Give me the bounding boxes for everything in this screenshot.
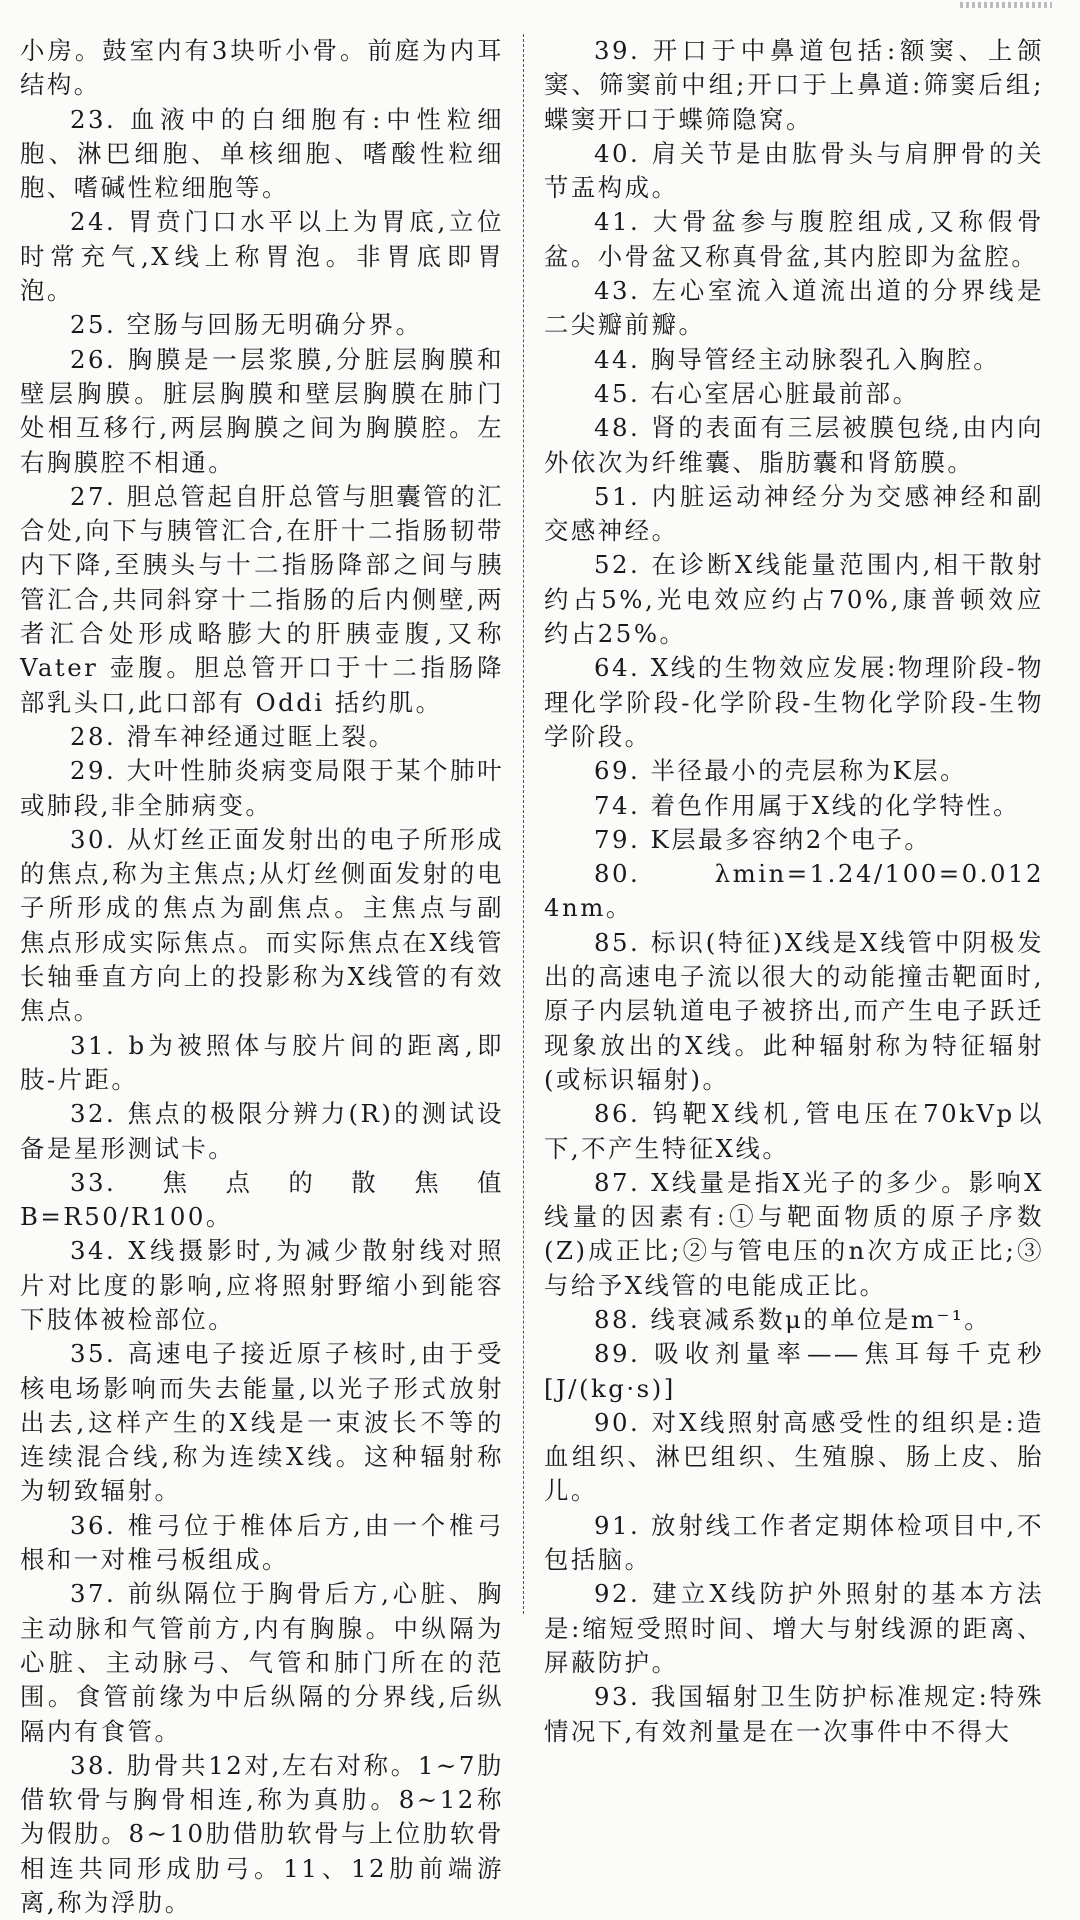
paragraph: 92. 建立X线防护外照射的基本方法是:缩短受照时间、增大与射线源的距离、屏蔽防护。 [544,1579,1044,1677]
paragraph: 37. 前纵隔位于胸骨后方,心脏、胸主动脉和气管前方,内有胸腺。中纵隔为心脏、主动脉弓、气管和肺门所在的范围。食管前缘为中后纵隔的分界线,后纵隔内有食管。 [20,1579,504,1746]
paragraph: 52. 在诊断X线能量范围内,相干散射约占5%,光电效应约占70%,康普顿效应约占25%。 [544,550,1044,649]
paragraph: 33. 焦点的散焦值 B=R50/R100。 [20,1167,504,1232]
paragraph: 30. 从灯丝正面发射出的电子所形成的焦点,称为主焦点;从灯丝侧面发射的电子所形成的焦点为副焦点。主焦点与副焦点形成实际焦点。而实际焦点在X线管长轴垂直方向上的投影称为X线管的有效焦点。 [20,824,504,1026]
paragraph: 23. 血液中的白细胞有:中性粒细胞、淋巴细胞、单核细胞、嗜酸性粒细胞、嗜碱性粒细胞等。 [20,104,504,203]
paragraph: 41. 大骨盆参与腹腔组成,又称假骨盆。小骨盆又称真骨盆,其内腔即为盆腔。 [544,207,1044,271]
paragraph: 74. 着色作用属于X线的化学特性。 [594,790,1021,820]
paragraph: 34. X线摄影时,为减少散射线对照片对比度的影响,应将照射野缩小到能容下肢体被检部位。 [20,1236,504,1334]
paragraph: 25. 空肠与回肠无明确分界。 [70,310,423,340]
paragraph: 64. X线的生物效应发展:物理阶段-物理化学阶段-化学阶段-生物化学阶段-生物学阶段。 [544,653,1044,751]
paragraph: 44. 胸导管经主动脉裂孔入胸腔。 [594,344,1001,374]
paragraph: 85. 标识(特征)X线是X线管中阴极发出的高速电子流以很大的动能撞击靶面时,原子内层轨道电子被挤出,而产生电子跃迁现象放出的X线。此种辐射称为特征辐射(或标识辐射)。 [544,927,1044,1094]
paragraph: 32. 焦点的极限分辨力(R)的测试设备是星形测试卡。 [20,1099,504,1163]
paragraph: 27. 胆总管起自肝总管与胆囊管的汇合处,向下与胰管汇合,在肝十二指肠韧带内下降,至胰头与十二指肠降部之间与胰管汇合,共同斜穿十二指肠的后内侧壁,两者汇合处形成略膨大的肝胰壶腹,又称 Vater 壶腹。胆总管开口于十二指肠降部乳头口,此口部有 Oddi 括约肌。 [20,481,504,717]
paragraph: 小房。鼓室内有3块听小骨。前庭为内耳结构。 [20,36,504,100]
paragraph: 69. 半径最小的壳层称为K层。 [594,756,968,786]
paragraph: 29. 大叶性肺炎病变局限于某个肺叶或肺段,非全肺病变。 [20,756,504,820]
paragraph: 26. 胸膜是一层浆膜,分脏层胸膜和壁层胸膜。脏层胸膜和壁层胸膜在肺门处相互移行,两层胸膜之间为胸膜腔。左右胸膜腔不相通。 [20,344,504,477]
paragraph: 48. 肾的表面有三层被膜包绕,由内向外依次为纤维囊、脂肪囊和肾筋膜。 [544,413,1044,477]
paragraph: 93. 我国辐射卫生防护标准规定:特殊情况下,有效剂量是在一次事件中不得大 [544,1682,1044,1746]
paragraph: 88. 线衰减系数μ的单位是m⁻¹。 [594,1304,992,1334]
paragraph: 28. 滑车神经通过眶上裂。 [70,721,396,751]
paragraph: 86. 钨靶X线机,管电压在70kVp以下,不产生特征X线。 [544,1099,1044,1163]
paragraph: 80. λmin=1.24/100=0.012 4nm。 [544,859,1044,923]
paragraph: 39. 开口于中鼻道包括:额窦、上颌窦、筛窦前中组;开口于上鼻道:筛窦后组;蝶窦开口于蝶筛隐窝。 [544,36,1044,134]
paragraph: 31. b为被照体与胶片间的距离,即肢-片距。 [20,1030,504,1094]
paragraph: 89. 吸收剂量率——焦耳每千克秒[J/(kg·s)] [544,1339,1044,1403]
paragraph: 91. 放射线工作者定期体检项目中,不包括脑。 [544,1510,1044,1575]
paragraph: 87. X线量是指X光子的多少。影响X线量的因素有:①与靶面物质的原子序数(Z)成正比;②与管电压的n次方成正比;③与给予X线管的电能成正比。 [544,1167,1044,1300]
paragraph: 38. 肋骨共12对,左右对称。1~7肋借软骨与胸骨相连,称为真肋。8~12称为假肋。8~10肋借肋软骨与上位肋软骨相连共同形成肋弓。11、12肋前端游离,称为浮肋。 [20,1750,504,1918]
left-column [20,34,504,1920]
paragraph: 24. 胃贲门口水平以上为胃底,立位时常充气,X线上称胃泡。非胃底即胃泡。 [20,207,504,306]
page-corner-mark [960,2,1052,8]
paragraph: 40. 肩关节是由肱骨头与肩胛骨的关节盂构成。 [544,138,1044,203]
paragraph: 36. 椎弓位于椎体后方,由一个椎弓根和一对椎弓板组成。 [20,1510,504,1575]
right-column [544,34,1044,1749]
paragraph: 90. 对X线照射高感受性的组织是:造血组织、淋巴组织、生殖腺、肠上皮、胎儿。 [544,1407,1044,1506]
paragraph: 35. 高速电子接近原子核时,由于受核电场影响而失去能量,以光子形式放射出去,这样产生的X线是一束波长不等的连续混合线,称为连续X线。这种辐射称为轫致辐射。 [20,1339,504,1506]
paragraph: 45. 右心室居心脏最前部。 [594,378,920,408]
paragraph: 43. 左心室流入道流出道的分界线是二尖瓣前瓣。 [544,276,1044,340]
paragraph: 79. K层最多容纳2个电子。 [594,824,932,854]
column-divider [523,34,524,1614]
paragraph: 51. 内脏运动神经分为交感神经和副交感神经。 [544,481,1044,546]
